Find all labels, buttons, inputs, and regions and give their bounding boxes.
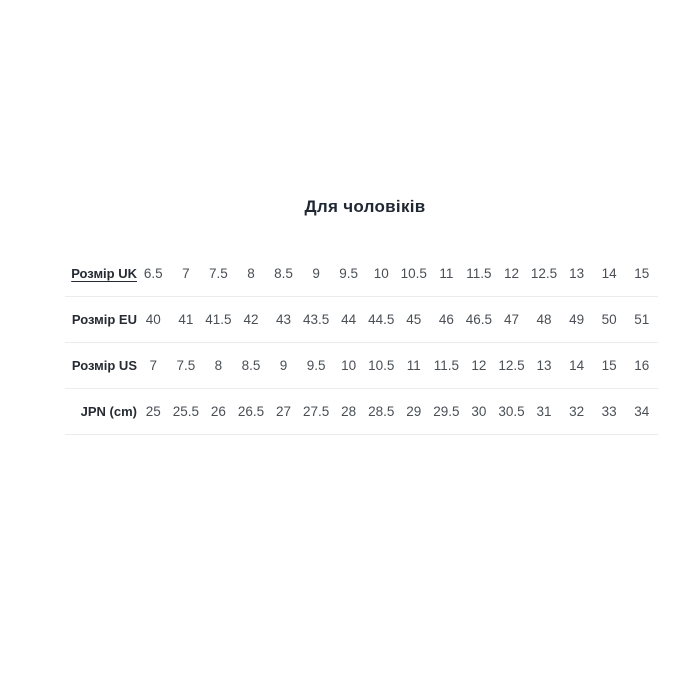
size-value-us-2: 8 <box>214 358 223 373</box>
size-value-eu-2: 41.5 <box>205 312 232 327</box>
size-value-uk-6: 9.5 <box>339 266 359 281</box>
size-value-uk-10: 11.5 <box>466 266 492 281</box>
size-value-eu-8: 45 <box>406 312 422 327</box>
table-row-jpn <box>65 389 658 435</box>
size-value-us-13: 14 <box>569 358 585 373</box>
size-value-uk-0: 6.5 <box>143 266 163 281</box>
size-value-eu-5: 43.5 <box>302 312 330 327</box>
size-value-us-11: 12.5 <box>498 358 525 373</box>
size-value-uk-3: 8 <box>247 266 255 281</box>
size-value-jpn-14: 33 <box>601 404 617 419</box>
size-value-jpn-7: 28.5 <box>368 404 395 419</box>
size-value-uk-7: 10 <box>373 266 389 281</box>
size-value-us-9: 11.5 <box>433 358 459 373</box>
size-value-jpn-13: 32 <box>569 404 585 419</box>
size-value-uk-9: 11 <box>439 266 454 281</box>
size-value-jpn-1: 25.5 <box>172 404 199 419</box>
size-value-uk-1: 7 <box>182 266 190 281</box>
size-value-eu-4: 43 <box>276 312 292 327</box>
page-title: Для чоловіків <box>304 197 426 216</box>
table-row-uk <box>65 251 658 297</box>
size-value-eu-10: 46.5 <box>465 312 493 327</box>
size-value-uk-13: 13 <box>569 266 585 281</box>
size-value-us-15: 16 <box>634 358 650 373</box>
size-value-uk-12: 12.5 <box>530 266 558 281</box>
size-value-eu-3: 42 <box>243 312 259 327</box>
size-value-jpn-5: 27.5 <box>302 404 330 419</box>
size-value-us-12: 13 <box>536 358 552 373</box>
size-value-eu-15: 51 <box>634 312 650 327</box>
size-value-jpn-2: 26 <box>210 404 226 419</box>
size-value-jpn-12: 31 <box>536 404 552 419</box>
size-value-jpn-8: 29 <box>406 404 422 419</box>
size-value-eu-13: 49 <box>569 312 585 327</box>
size-value-us-8: 11 <box>406 358 421 373</box>
size-value-uk-11: 12 <box>503 266 519 281</box>
size-value-jpn-0: 25 <box>145 404 161 419</box>
size-value-us-14: 15 <box>601 358 617 373</box>
size-value-jpn-9: 29.5 <box>433 404 460 419</box>
size-value-eu-1: 41 <box>178 312 194 327</box>
size-value-us-4: 9 <box>279 358 288 373</box>
size-value-uk-8: 10.5 <box>400 266 427 281</box>
size-value-uk-14: 14 <box>601 266 617 281</box>
size-value-jpn-6: 28 <box>341 404 357 419</box>
size-value-us-0: 7 <box>149 358 158 373</box>
table-row-eu <box>65 297 658 343</box>
size-value-uk-15: 15 <box>634 266 650 281</box>
size-value-jpn-11: 30.5 <box>498 404 525 419</box>
size-value-uk-2: 7.5 <box>209 266 228 281</box>
size-value-us-6: 10 <box>341 358 357 373</box>
size-value-jpn-15: 34 <box>634 404 650 419</box>
size-value-uk-5: 9 <box>312 266 320 281</box>
size-value-us-5: 9.5 <box>306 358 326 373</box>
size-value-eu-9: 46 <box>438 312 454 327</box>
size-value-eu-11: 47 <box>503 312 519 327</box>
size-value-eu-7: 44.5 <box>368 312 395 327</box>
size-value-jpn-10: 30 <box>471 404 487 419</box>
row-label-us: Розмір US <box>71 358 137 373</box>
size-value-jpn-4: 27 <box>276 404 292 419</box>
size-value-us-10: 12 <box>471 358 487 373</box>
row-label-eu: Розмір EU <box>71 312 137 327</box>
size-value-eu-6: 44 <box>341 312 357 327</box>
size-conversion-table <box>65 251 658 435</box>
size-value-us-3: 8.5 <box>241 358 261 373</box>
row-label-jpn: JPN (cm) <box>80 404 137 419</box>
size-value-jpn-3: 26.5 <box>237 404 265 419</box>
table-row-us <box>65 343 658 389</box>
size-value-us-7: 10.5 <box>368 358 395 373</box>
size-value-eu-0: 40 <box>145 312 161 327</box>
size-value-us-1: 7.5 <box>176 358 196 373</box>
size-value-eu-14: 50 <box>601 312 617 327</box>
size-value-eu-12: 48 <box>536 312 552 327</box>
size-value-uk-4: 8.5 <box>274 266 293 281</box>
row-label-uk[interactable]: Розмір UK <box>71 266 137 281</box>
